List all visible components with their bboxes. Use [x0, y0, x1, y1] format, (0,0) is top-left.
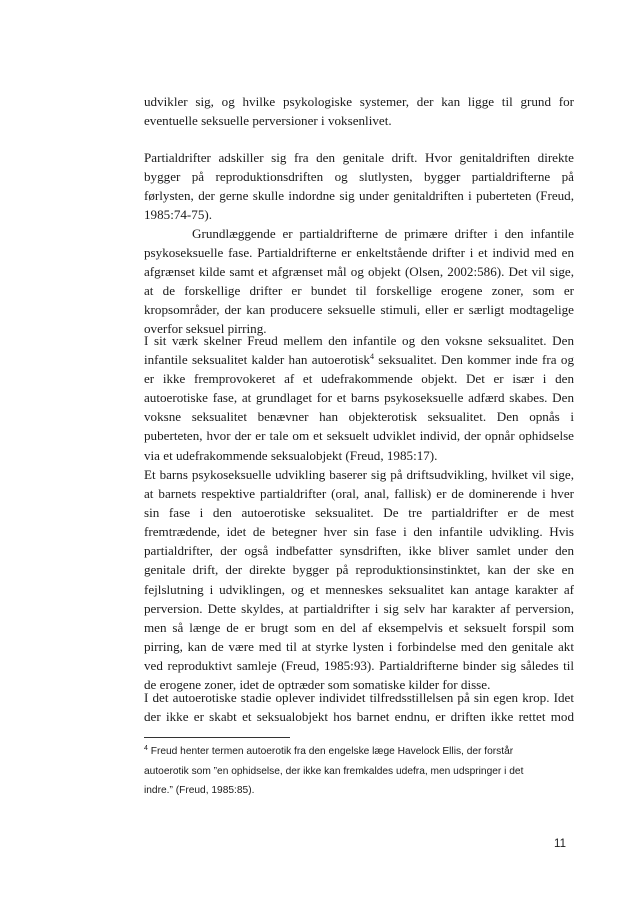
text-line: I det autoerotiske stadie oplever individet tilfredsstillelsen på sin egen krop. Idet	[144, 690, 574, 705]
text-line: Partialdrifter adskiller sig fra den genitale drift. Hvor genitaldriften direkte	[144, 150, 574, 165]
text-line: at barnets respektive partialdrifter (oral, anal, fallisk) er de dominerende i hver	[144, 486, 574, 502]
text-line: fejlslutning i udviklingen, og et menneskes seksualitet kan antage karakter af	[144, 581, 574, 597]
text-line: eventuelle seksuelle perversioner i voksenlivet.	[144, 113, 392, 129]
text-line: psykoseksuelle fase. Partialdrifterne er enkeltstående drifter i et individ med en	[144, 245, 574, 261]
paragraph-4	[144, 331, 574, 465]
paragraph-3	[144, 224, 574, 339]
text-line: perversion. Dette skyldes, at partialdrifter i sig selv har karakter af perversion,	[144, 600, 574, 616]
paragraph-5	[144, 465, 574, 694]
footnote-text: Freud henter termen autoerotik fra den engelske læge Havelock Ellis, der forstår	[147, 746, 514, 757]
text-line: at de forskellige drifter er bundet til forskellige erogene zoner, som er	[144, 283, 574, 299]
text-line: pirring, kan de være med til at styrke lysten i forbindelse med den genitale akt	[144, 638, 574, 654]
footnote-marker: 4	[144, 745, 148, 752]
text-line: afgrænset kilde samt et afgrænset mål og objekt (Olsen, 2002:586). Det vil sige,	[144, 264, 574, 280]
text-line: førlysten, der gerne skulle indordne sig under genitaldriften i puberteten (Freud,	[144, 188, 574, 204]
text-line: partialdrifter, der også indbefatter synsdriften, ikke bliver samlet under den	[144, 543, 574, 559]
footnote-line: autoerotik som ”en ophidselse, der ikke kan fremkaldes udefra, men udspringer i det	[144, 765, 524, 777]
text-line: I sit værk skelner Freud mellem den infantile og den voksne seksualitet. Den	[144, 333, 574, 348]
text-line: sin fase i den autoerotiske seksualitet. De tre partialdrifter er de mest	[144, 505, 574, 521]
footnote-reference[interactable]: 4	[369, 352, 374, 362]
text-line: der ikke er skabt et seksualobjekt hos barnet endnu, er driften ikke rettet mod	[144, 709, 574, 725]
footnote-line	[144, 742, 574, 762]
text-line: overfor seksuel pirring.	[144, 321, 267, 337]
text-line: puberteten, hvor der er tale om et seksuelt udviklet individ, der opnår ophidselse	[144, 428, 574, 444]
footnote-line: indre.” (Freud, 1985:85).	[144, 785, 255, 796]
paragraph-6	[144, 688, 574, 726]
text-line: via et udefrakommende seksualobjekt (Freud, 1985:17).	[144, 447, 438, 463]
text-line: men så længe de er brugt som en del af eksempelvis et seksuelt forspil som	[144, 619, 574, 635]
text-line: kropsområder, der kan producere seksuelle stimuli, eller er særligt modtagelige	[144, 302, 574, 318]
text-line: 1985:74-75).	[144, 207, 213, 223]
text-line: genitale drift, der direkte bygger på reproduktionsinstinktet, kan der ske en	[144, 562, 574, 578]
text-line: fremtrædende, idet de betegner hver sin fase i den infantile udvikling. Hvis	[144, 524, 574, 540]
text-line: autoerotiske fase, at grundlaget for et barns psykoseksuelle adfærd skabes. Den	[144, 390, 574, 406]
text-line: Et barns psykoseksuelle udvikling baserer sig på driftsudvikling, hvilket vil sige,	[144, 467, 574, 482]
page-number: 11	[554, 838, 566, 850]
text-line: bygger på reproduktionsdriften og slutlysten, bygger partialdrifterne på	[144, 169, 574, 185]
text-line: er ikke fremprovokeret af et udefrakommende objekt. Det er især i den	[144, 371, 574, 387]
paragraph-2	[144, 148, 574, 224]
text-line: Grundlæggende er partialdrifterne de primære drifter i den infantile	[192, 226, 574, 241]
text-segment: seksualitet. Den kommer inde fra og	[373, 352, 574, 368]
text-line: ved reproduktivt samleje (Freud, 1985:93). Partialdrifterne binder sig således til	[144, 657, 574, 673]
text-segment: infantile seksualitet kalder han autoerotisk	[144, 352, 370, 368]
text-line: udvikler sig, og hvilke psykologiske systemer, der kan ligge til grund for	[144, 94, 574, 109]
text-line	[144, 350, 574, 369]
paragraph-1	[144, 92, 574, 130]
text-line: de erogene zoner, idet de optræder som somatiske kilder for disse.	[144, 677, 491, 693]
text-line: voksne seksualitet benævner han objekterotisk seksualitet. Den opnås i	[144, 409, 574, 425]
footnote	[144, 742, 574, 801]
footnote-separator	[144, 737, 290, 738]
